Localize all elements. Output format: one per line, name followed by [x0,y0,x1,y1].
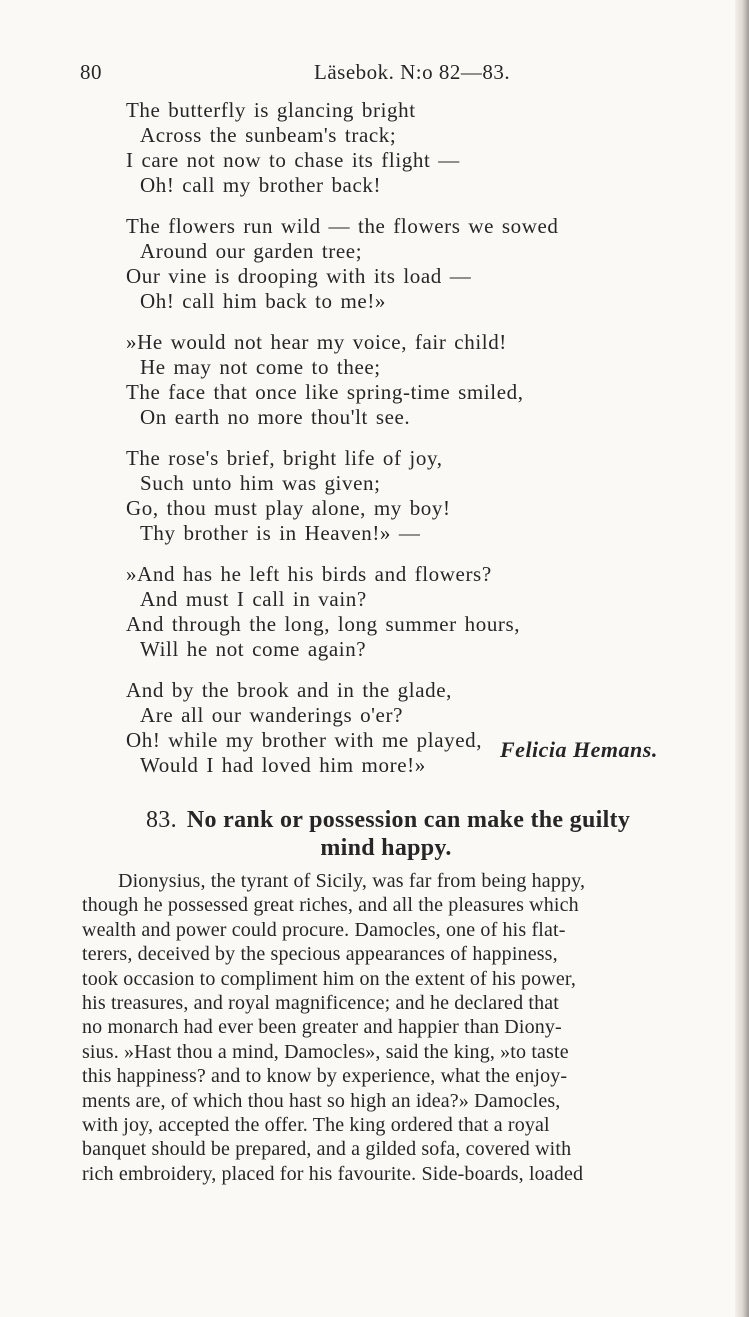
section-title-line-1: No rank or possession can make the guilty [186,807,631,833]
poem-line: The face that once like spring-time smiled, [126,380,524,404]
running-title: Läsebok. N:o 82—83. [314,60,511,84]
poem-line: On earth no more thou'lt see. [140,405,411,429]
poem-line: Oh! while my brother with me played, [126,728,483,752]
prose-line: banquet should be prepared, and a gilded sofa, covered with [82,1138,572,1161]
prose-line: sius. »Hast thou a mind, Damocles», said the king, »to taste [82,1040,569,1063]
page-header [80,60,660,92]
poem-line: Our vine is drooping with its load — [126,264,472,288]
prose-line: took occasion to compliment him on the extent of his power, [82,967,577,990]
poem-line: The butterfly is glancing bright [126,98,416,122]
poem-stanza [126,562,706,662]
poem-line: He may not come to thee; [140,355,381,379]
poem-line: And by the brook and in the glade, [126,678,453,702]
prose-line: terers, deceived by the specious appearances of happiness, [82,943,558,966]
poem-stanza [126,678,706,778]
poem-stanza [126,330,706,430]
poem-line: »He would not hear my voice, fair child! [126,330,507,354]
poem-line: And must I call in vain? [140,587,367,611]
prose-line: Dionysius, the tyrant of Sicily, was far from being happy, [118,870,586,892]
poem-line: »And has he left his birds and flowers? [126,562,492,586]
poem-author: Felicia Hemans. [500,737,658,762]
poem-line: Around our garden tree; [140,239,363,263]
section-heading [146,806,666,862]
section-title-line-2: mind happy. [320,835,452,861]
prose-line: no monarch had ever been greater and happier than Diony- [82,1016,562,1039]
poem-line: Thy brother is in Heaven!» — [140,521,421,545]
poem-stanza [126,446,706,546]
prose-line: rich embroidery, placed for his favourite. Side-boards, loaded [82,1162,584,1185]
poem [126,98,706,794]
prose-line: this happiness? and to know by experience, what the enjoy- [82,1065,568,1088]
prose-line: wealth and power could procure. Damocles, one of his flat- [82,918,566,941]
poem-line: Would I had loved him more!» [140,753,426,777]
page-binding-edge [735,0,749,1317]
poem-line: The flowers run wild — the flowers we sowed [126,214,559,238]
prose-line: with joy, accepted the offer. The king ordered that a royal [82,1114,550,1137]
poem-line: Across the sunbeam's track; [140,123,397,147]
poem-line: The rose's brief, bright life of joy, [126,446,443,470]
poem-stanza [126,98,706,198]
poem-line: Will he not come again? [140,637,367,661]
poem-line: And through the long, long summer hours, [126,612,521,636]
prose-paragraph [82,869,678,1186]
page-number: 80 [80,60,102,84]
prose-line: his treasures, and royal magnificence; and he declared that [82,992,559,1015]
prose-line: though he possessed great riches, and all the pleasures which [82,894,579,917]
poem-line: Such unto him was given; [140,471,381,495]
poem-line: Go, thou must play alone, my boy! [126,496,451,520]
poem-line: Are all our wanderings o'er? [140,703,403,727]
prose-line: ments are, of which thou hast so high an idea?» Damocles, [82,1089,561,1112]
poem-line: Oh! call my brother back! [140,173,382,197]
poem-stanza [126,214,706,314]
section-number: 83. [146,807,177,833]
poem-line: Oh! call him back to me!» [140,289,387,313]
poem-line: I care not now to chase its flight — [126,148,460,172]
